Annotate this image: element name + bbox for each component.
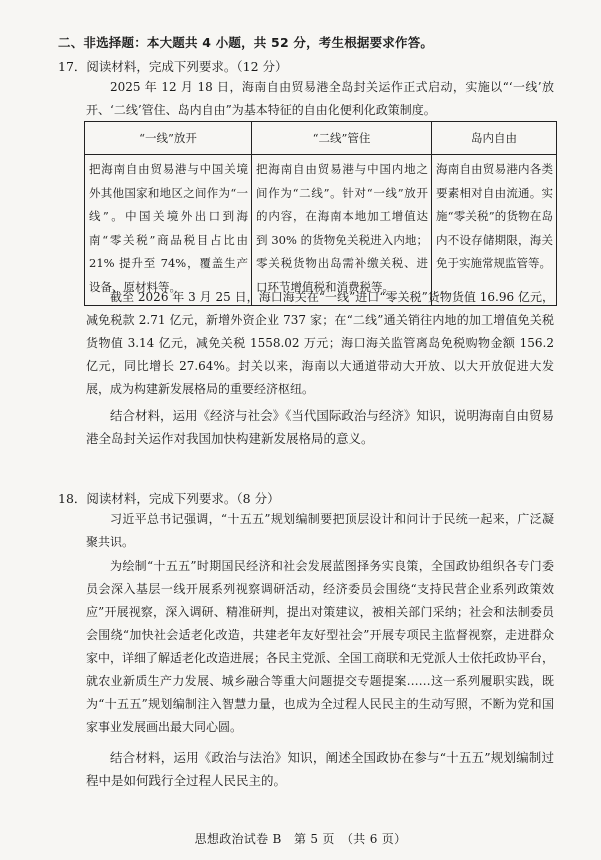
table-cell-first-line: 把海南自由贸易港与中国关境外其他国家和地区之间作为“一线”。中国关境外出口到海南“零关税”商品税目占比由 21% 提升至 74%，覆盖生产设备、原材料等。 [85,155,252,306]
page-footer: 思想政治试卷 B 第 5 页 （共 6 页） [194,832,407,846]
question-18-material: 为绘制“十五五”时期国民经济和社会发展蓝图择务实良策，全国政协组织各专门委员会深入基层一线开展系列视察调研活动，经济委员会围绕“支持民营企业系列政策效应”开展视察，深入调研、精准研判，提出对策建议，被相关部门采纳；社会和法制委员会围绕“加快社会适老化改造，共建老年友好型社会”开展专项民主监督视察，走进群众家中，详细了解适老化改造进展；各民主党派、全国工商联和无党派人士依托政协平台，就农业新质生产力发展、城乡融合等重大问题提交专题提案……这一系列履职实践，既为“十五五”规划编制注入智慧力量，也成为全过程人民民主的生动写照，不断为党和国家事业发展画出最大同心圆。 [86,559,555,734]
question-18-quote: 习近平总书记强调，“十五五”规划编制要把顶层设计和问计于民统一起来，广泛凝聚共识。 [86,512,554,549]
policy-table [84,121,557,306]
question-17-intro: 2025 年 12 月 18 日，海南自由贸易港全岛封关运作正式启动，实施以“‘一线’放开、‘二线’管住、岛内自由”为基本特征的自由化便利化政策制度。 [86,80,554,117]
table-cell-island-freedom: 海南自由贸易港内各类要素相对自由流通。实施“零关税”的货物在岛内不设存储期限，海关免于实施常规监管等。 [432,155,557,306]
question-18-heading: 18．阅读材料，完成下列要求。（8 分） [58,491,280,506]
table-header-island-freedom: 岛内自由 [432,122,557,155]
question-17-task: 结合材料，运用《经济与社会》《当代国际政治与经济》知识，说明海南自由贸易港全岛封关运作对我国加快构建新发展格局的意义。 [86,408,554,446]
table-cell-second-line: 把海南自由贸易港与中国内地之间作为“二线”。针对“一线”放开的内容，在海南本地加工增值达到 30% 的货物免关税进入内地；零关税货物出岛需补缴关税、进口环节增值税和消费税等。 [252,155,432,306]
question-17-heading: 17．阅读材料，完成下列要求。（12 分） [58,59,288,74]
section-title: 二、非选择题：本大题共 4 小题，共 52 分，考生根据要求作答。 [58,35,434,50]
question-18-task: 结合材料，运用《政治与法治》知识，阐述全国政协在参与“十五五”规划编制过程中是如何践行全过程人民民主的。 [86,750,554,788]
table-header-second-line: “二线”管住 [252,122,432,155]
table-header-first-line: “一线”放开 [85,122,252,155]
question-17-stats: 截至 2026 年 3 月 25 日，海口海关在“一线”进口“零关税”货物货值 16.96 亿元，减免税款 2.71 亿元，新增外资企业 737 家；在“二线”通关销往内地的加工增值免关税货物值 3.14 亿元，减免关税 1558.02 万元；海口海关监管离岛免税购物金额 156.2 亿元，同比增长 27.64%。封关以来，海南以大通道带动大开放、以大开放促进大发展，成为构建新发展格局的重要经济枢纽。 [86,290,554,396]
